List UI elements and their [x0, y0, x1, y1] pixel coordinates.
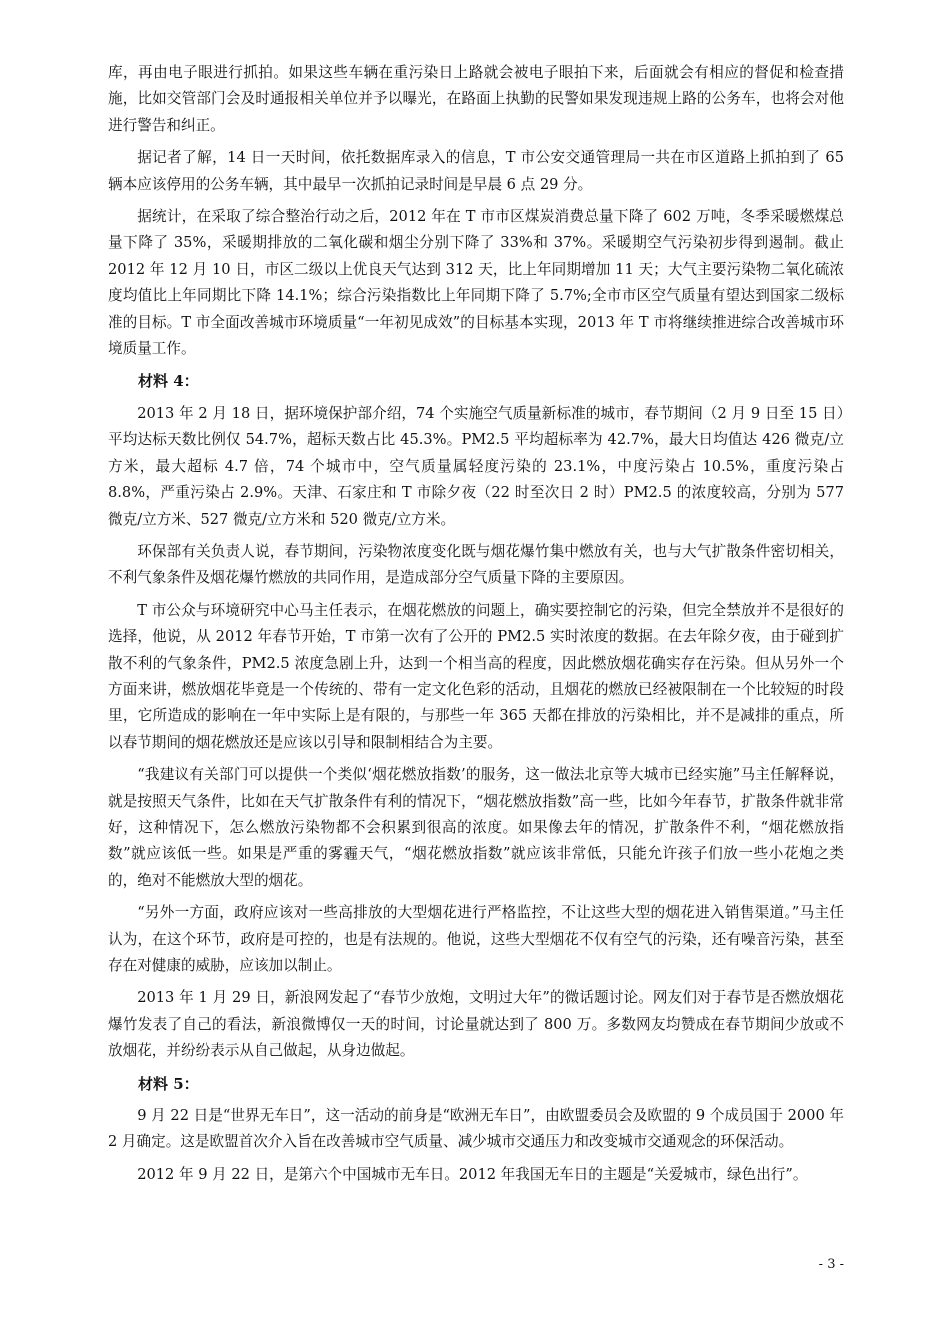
paragraph-reporter-findings: 据记者了解，14 日一天时间，依托数据库录入的信息，T 市公安交通管理局一共在市区道路上抓拍到了 65 辆本应该停用的公务车辆，其中最早一次抓拍记录时间是早晨 6 点 29 分。	[108, 149, 844, 193]
heading-material-5: 材料 5：	[138, 1074, 199, 1093]
paragraph-china-car-free-day: 2012 年 9 月 22 日，是第六个中国城市无车日。2012 年我国无车日的主题是“关爱城市，绿色出行”。	[137, 1165, 808, 1183]
paragraph-car-free-day: 9 月 22 日是“世界无车日”，这一活动的前身是“欧洲无车日”，由欧盟委员会及欧盟的 9 个成员国于 2000 年 2 月确定。这是欧盟首次介入旨在改善城市空气质量、减少城市交通压力和改变城市交通观念的环保活动。	[108, 1107, 844, 1151]
paragraph-fireworks-index: “我建议有关部门可以提供一个类似‘烟花燃放指数’的服务，这一做法北京等大城市已经实施”马主任解释说，就是按照天气条件，比如在天气扩散条件有利的情况下，“烟花燃放指数”高一些，比如今年春节，扩散条件就非常好，这种情况下，怎么燃放污染物都不会积累到很高的浓度。如果像去年的情况，扩散条件不利，“烟花燃放指数”就应该低一些。如果是严重的雾霾天气，“烟花燃放指数”就应该非常低，只能允许孩子们放一些小花炮之类的，绝对不能燃放大型的烟花。	[108, 766, 844, 889]
heading-material-4: 材料 4：	[138, 372, 199, 391]
paragraph-sina-discussion: 2013 年 1 月 29 日，新浪网发起了“春节少放炮，文明过大年”的微话题讨论。网友们对于春节是否燃放烟花爆竹发表了自己的看法，新浪微博仅一天的时间，讨论量就达到了 800 万。多数网友均赞成在春节期间少放或不放烟花，并纷纷表示从自己做起，从身边做起。	[108, 989, 844, 1060]
paragraph-continuation: 库，再由电子眼进行抓拍。如果这些车辆在重污染日上路就会被电子眼拍下来，后面就会有相应的督促和检查措施，比如交管部门会及时通报相关单位并予以曝光，在路面上执勤的民警如果发现违规上路的公务车，也将会对他进行警告和纠正。	[108, 64, 844, 134]
page-number: - 3 -	[818, 1257, 844, 1272]
paragraph-government-control: “另外一方面，政府应该对一些高排放的大型烟花进行严格监控，不让这些大型的烟花进入销售渠道。”马主任认为，在这个环节，政府是可控的，也是有法规的。他说，这些大型烟花不仅有空气的污染，还有噪音污染，甚至存在对健康的威胁，应该加以制止。	[108, 904, 844, 974]
document-page	[108, 60, 844, 1194]
paragraph-statistics: 据统计，在采取了综合整治行动之后，2012 年在 T 市市区煤炭消费总量下降了 602 万吨，冬季采暖燃煤总量下降了 35%，采暖期排放的二氧化碳和烟尘分别下降了 33%和 37%。采暖期空气污染初步得到遏制。截止 2012 年 12 月 10 日，市区二级以上优良天气达到 312 天，比上年同期增加 11 天；大气主要污染物二氧化硫浓度均值比上年同期比下降 14.1%；综合污染指数比上年同期下降了 5.7%;全市市区空气质量有望达到国家二级标准的目标。T 市全面改善城市环境质量“一年初见成效”的目标基本实现，2013 年 T 市将继续推进综合改善城市环境质量工作。	[108, 208, 844, 358]
paragraph-pm25-report: 2013 年 2 月 18 日，据环境保护部介绍，74 个实施空气质量新标准的城市，春节期间（2 月 9 日至 15 日）平均达标天数比例仅 54.7%，超标天数占比 45.3%。PM2.5 平均超标率为 42.7%，最大日均值达 426 微克/立方米，最大超标 4.7 倍，74 个城市中，空气质量属轻度污染的 23.1%，中度污染占 10.5%，重度污染占 8.8%，严重污染占 2.9%。天津、石家庄和 T 市除夕夜（22 时至次日 2 时）PM2.5 的浓度较高，分别为 577 微克/立方米、527 微克/立方米和 520 微克/立方米。	[108, 404, 844, 528]
paragraph-epa-official: 环保部有关负责人说，春节期间，污染物浓度变化既与烟花爆竹集中燃放有关，也与大气扩散条件密切相关，不利气象条件及烟花爆竹燃放的共同作用，是造成部分空气质量下降的主要原因。	[108, 542, 844, 587]
paragraph-director-ma: T 市公众与环境研究中心马主任表示，在烟花燃放的问题上，确实要控制它的污染，但完全禁放并不是很好的选择，他说，从 2012 年春节开始，T 市第一次有了公开的 PM2.5 实时浓度的数据。在去年除夕夜，由于碰到扩散不利的气象条件，PM2.5 浓度急剧上升，达到一个相当高的程度，因此燃放烟花确实存在污染。但从另外一个方面来讲，燃放烟花毕竟是一个传统的、带有一定文化色彩的活动，且烟花的燃放已经被限制在一个比较短的时段里，它所造成的影响在一年中实际上是有限的，与那些一年 365 天都在排放的污染相比，并不是减排的重点，所以春节期间的烟花燃放还是应该以引导和限制相结合为主要。	[108, 601, 844, 751]
